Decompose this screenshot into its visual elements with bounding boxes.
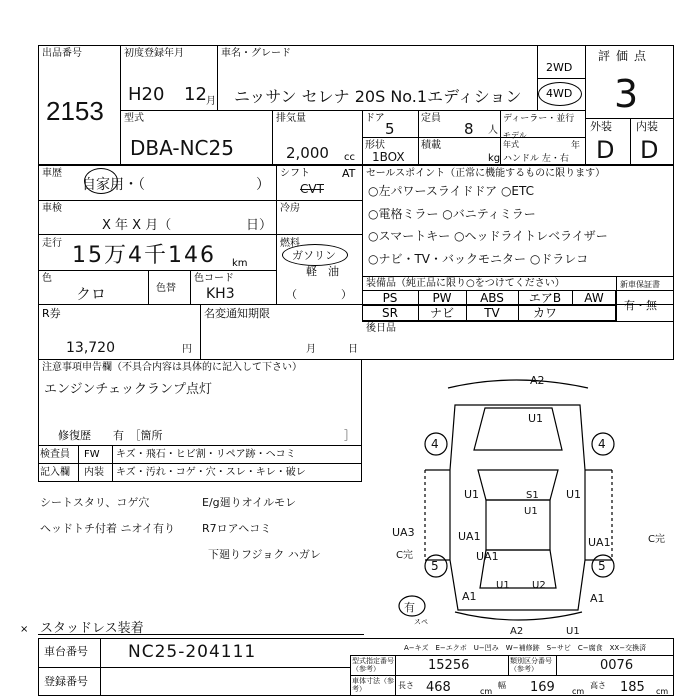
first-reg-label: 初度登録年月 — [124, 48, 184, 59]
mileage-value: 15万4千146 — [72, 243, 216, 268]
year-unit: 年 — [571, 141, 581, 151]
month-unit: 月 — [206, 96, 216, 107]
remark-3: E/g廻りオイルモレ — [202, 496, 297, 509]
displacement-unit: cc — [344, 152, 355, 163]
displacement-value: 2,000 — [286, 144, 329, 162]
mark-u1-bottom: U1 — [566, 626, 580, 637]
height-unit: cm — [656, 687, 669, 696]
mark-u2-rear: U2 — [532, 580, 546, 591]
remark-6: スタッドレス装着 — [40, 621, 144, 636]
retrofit-label: 後日品 — [366, 323, 396, 334]
length-value: 468 — [426, 680, 451, 695]
displacement-label: 排気量 — [276, 113, 306, 124]
shift-label: シフト — [280, 168, 310, 179]
first-reg-era: H20 — [128, 84, 165, 105]
exterior-grade: D — [596, 136, 615, 164]
mark-u1-hood: U1 — [528, 412, 544, 425]
notice-month: 月 — [306, 344, 316, 355]
chassis-label: 車台番号 — [44, 645, 88, 658]
chassis-value: NC25-204111 — [128, 642, 257, 662]
fuel-label: 燃料 — [280, 238, 300, 249]
doors-label: ドア — [365, 113, 385, 124]
mark-u1-rear: U1 — [496, 580, 510, 591]
color-code-label: 色コード — [194, 273, 234, 284]
dims-label: 車体寸法（参考） — [352, 677, 394, 693]
warranty-value: 有・無 — [624, 299, 657, 312]
recycle-unit: 円 — [182, 344, 192, 355]
mark-4-left: 4 — [431, 437, 439, 451]
notice-day: 日 — [348, 344, 358, 355]
mark-5-left: 5 — [431, 559, 439, 573]
history-label: 車歴 — [42, 168, 62, 179]
sales-points-label: セールスポイント（正常に機能するものに限ります） — [366, 168, 606, 179]
equip-pw: PW — [432, 291, 452, 305]
lot-label: 出品番号 — [42, 48, 82, 59]
mark-u1-right-front: U1 — [566, 488, 582, 501]
model-year-label: モデル年式 — [503, 131, 527, 149]
equip-airbag: エアB — [528, 291, 562, 305]
fuel-paren: （ ） — [286, 288, 352, 301]
mileage-label: 走行 — [42, 238, 62, 249]
width-unit: cm — [572, 687, 585, 696]
load-label: 積載 — [421, 140, 441, 151]
capacity-unit: 人 — [488, 125, 498, 136]
shape-label: 形状 — [365, 140, 385, 151]
mark-ua3: UA3 — [392, 526, 415, 539]
shape-value: 1BOX — [372, 150, 405, 164]
equip-navi: ナビ — [429, 306, 454, 320]
category-value: 0076 — [600, 658, 634, 673]
fuel-value: ガソリン — [292, 249, 336, 262]
shift-value: AT — [342, 167, 356, 180]
designation-value: 15256 — [428, 658, 470, 673]
shift-note: CVT — [300, 182, 324, 196]
fw-label: FW — [84, 449, 100, 460]
mark-a2-front: A2 — [530, 374, 545, 387]
interior-grade: D — [640, 136, 659, 164]
capacity-value: 8 — [464, 120, 474, 138]
repair-close: ］ — [344, 429, 355, 442]
mark-spare-label: スペ — [414, 618, 428, 626]
dealer-label: ディーラー・並行 — [503, 114, 575, 124]
mark-ua1-rear-left: UA1 — [476, 550, 499, 563]
equip-ps: PS — [382, 291, 398, 305]
sales-line-3: ○スマートキー ○ヘッドライトレベライザー — [368, 229, 608, 243]
inspector-label: 検査員 — [40, 449, 70, 460]
history-value: 自家用・（ — [82, 177, 145, 193]
mark-c-left: C完 — [396, 550, 413, 561]
diagram-legend: A−キズ E−エクボ U−凹み W−補修跡 S−サビ C−腐食 XX−交換済 — [404, 644, 647, 652]
exterior-label: 外装 — [590, 120, 612, 133]
mark-a2-rear: A2 — [510, 626, 524, 637]
capacity-label: 定員 — [421, 113, 441, 124]
type-value: DBA-NC25 — [130, 136, 234, 160]
recycle-value: 13,720 — [66, 340, 115, 356]
history-close: ） — [256, 177, 270, 193]
equip-leather: カワ — [532, 306, 557, 320]
mark-s1-roof: S1 — [526, 490, 539, 501]
mark-spare-yes: 有 — [404, 601, 415, 614]
model-name: ニッサン セレナ 20S No.1エディション — [234, 87, 522, 106]
mark-u1-roof: U1 — [524, 506, 538, 517]
shaken-day: 日） — [246, 218, 273, 233]
handle-label: ハンドル 左・右 — [503, 154, 569, 164]
remark-1: シートスタリ、コゲ穴 — [40, 496, 150, 509]
score-value: 3 — [614, 72, 639, 116]
entry-label: 記入欄 — [40, 467, 70, 478]
remark-4: R7ロアヘコミ — [202, 522, 272, 535]
designation-label: 型式指定番号（参考） — [352, 657, 394, 673]
height-value: 185 — [620, 680, 645, 695]
color-code-value: KH3 — [206, 286, 235, 302]
shaken-value: X 年 X 月（ — [102, 218, 172, 233]
remark-5: 下廻りフジョク ハガレ — [208, 548, 321, 561]
notice-label: 名変通知期限 — [204, 307, 270, 320]
mark-c-right: C完 — [648, 534, 665, 545]
fuel-light: 軽 油 — [306, 265, 339, 278]
mark-u1-left-front: U1 — [464, 488, 480, 501]
equip-aw: AW — [584, 291, 604, 305]
recycle-label: R券 — [42, 307, 61, 320]
mark-ua1-right: UA1 — [588, 536, 611, 549]
length-label: 長さ — [398, 681, 414, 690]
type-label: 型式 — [124, 113, 144, 124]
remark-2: ヘッドトチ付着 ニオイ有り — [40, 522, 175, 535]
drive-2wd: 2WD — [546, 61, 573, 74]
color-value: クロ — [76, 285, 107, 303]
first-reg-month: 12 — [184, 84, 207, 105]
category-label: 類別区分番号（参考） — [510, 657, 552, 673]
mark-ua1-left: UA1 — [458, 530, 481, 543]
equip-tv: TV — [484, 306, 500, 320]
equipment-label: 装備品（純正品に限り○をつけてください） — [366, 278, 565, 289]
margin-mark: × — [20, 624, 29, 635]
mark-a1-right: A1 — [590, 592, 605, 605]
width-value: 169 — [530, 680, 555, 695]
in-label: 内装 — [84, 467, 104, 478]
mark-a1-left: A1 — [462, 590, 477, 603]
sales-line-1: ○左パワースライドドア ○ETC — [368, 184, 535, 198]
model-name-label: 車名・グレード — [221, 48, 291, 59]
repair-label: 修復歴 有 ［箇所 — [58, 429, 163, 442]
lot-number: 2153 — [46, 96, 104, 126]
drive-4wd: 4WD — [546, 87, 573, 100]
ext-items: キズ・飛石・ヒビ割・リペア跡・ヘコミ — [116, 449, 296, 460]
color-change-label: 色替 — [156, 283, 176, 294]
interior-label: 内装 — [636, 120, 658, 133]
mark-5-right: 5 — [598, 559, 606, 573]
notes-value: エンジンチェックランプ点灯 — [44, 382, 212, 397]
sales-line-4: ○ナビ・TV・バックモニター ○ドラレコ — [368, 252, 589, 266]
ac-label: 冷房 — [280, 203, 300, 214]
doors-value: 5 — [385, 120, 395, 138]
warranty-label: 新車保証書 — [620, 280, 660, 289]
color-label: 色 — [42, 273, 52, 284]
reg-label: 登録番号 — [44, 675, 88, 688]
mileage-unit: km — [232, 258, 248, 269]
length-unit: cm — [480, 687, 493, 696]
width-label: 幅 — [498, 681, 506, 690]
shaken-label: 車検 — [42, 203, 62, 214]
height-label: 高さ — [590, 681, 606, 690]
notes-label: 注意事項申告欄（不具合内容は具体的に記入して下さい） — [42, 362, 302, 373]
int-items: キズ・汚れ・コゲ・穴・スレ・キレ・破レ — [116, 467, 306, 478]
load-unit: kg — [488, 153, 501, 164]
sales-line-2: ○電格ミラー ○バニティミラー — [368, 207, 536, 221]
equip-sr: SR — [382, 306, 398, 320]
mark-4-right: 4 — [598, 437, 606, 451]
score-label: 評価点 — [598, 49, 653, 63]
equip-abs: ABS — [480, 291, 504, 305]
